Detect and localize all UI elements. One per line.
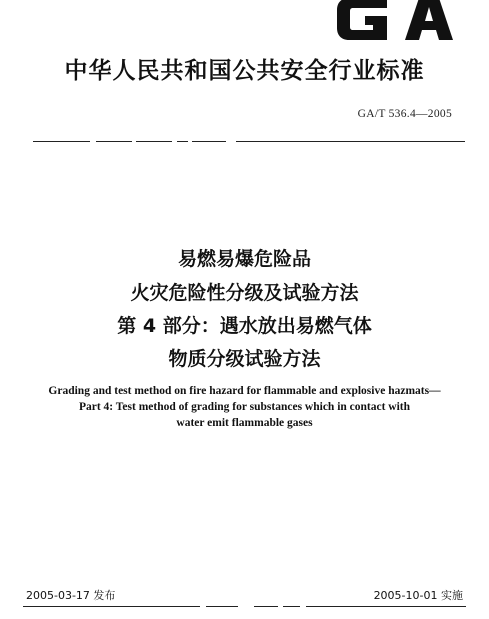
divider-gap <box>300 604 306 607</box>
standard-name: 中华人民共和国公共安全行业标准 <box>64 58 425 84</box>
divider-gap <box>132 139 136 142</box>
title-zh-line-2: 火灾危险性分级及试验方法 <box>130 282 359 304</box>
top-divider <box>33 141 465 142</box>
implementation-date: 2005-10-01 实施 <box>373 589 463 602</box>
issue-date: 2005-03-17 发布 <box>26 589 116 602</box>
divider-gap <box>200 604 206 607</box>
title-en-line-1: Grading and test method on fire hazard for flammable and explosive hazmats— <box>48 385 441 397</box>
ga-logo <box>335 0 459 40</box>
title-en-line-3: water emit flammable gases <box>176 417 313 429</box>
divider-gap <box>188 139 192 142</box>
divider-gap <box>172 139 177 142</box>
divider-gap <box>226 139 236 142</box>
divider-gap <box>90 139 96 142</box>
divider-gap <box>238 604 254 607</box>
title-zh-line-1: 易燃易爆危险品 <box>177 248 311 270</box>
divider-gap <box>278 604 283 607</box>
standard-number: GA/T 536.4—2005 <box>357 108 452 120</box>
title-zh-line-3: 第 4 部分：遇水放出易燃气体 <box>117 315 372 337</box>
title-zh-line-4: 物质分级试验方法 <box>168 348 321 370</box>
title-en-line-2: Part 4: Test method of grading for substances which in contact with <box>78 401 411 413</box>
